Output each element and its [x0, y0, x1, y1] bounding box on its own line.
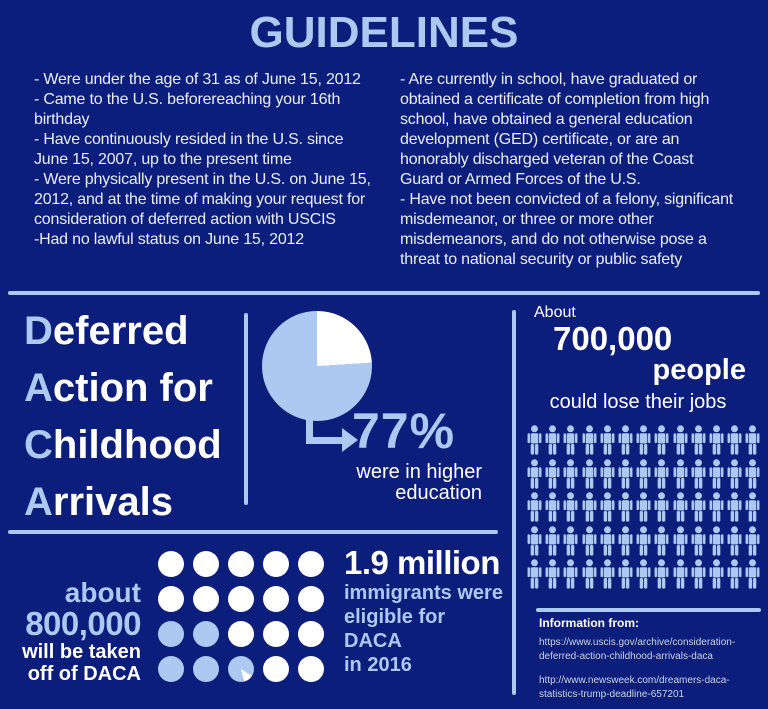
- source-url: http://www.newsweek.com/dreamers-daca-statistics-trump-deadline-657201: [539, 675, 730, 700]
- guideline-item: - Have continuously resided in the U.S. since June 15, 2007, up to the present time: [34, 131, 344, 168]
- daca-initial: A: [24, 480, 53, 524]
- daca-word-rest: eferred: [52, 309, 189, 353]
- dot-icon: [228, 586, 254, 612]
- person-icon: [744, 459, 761, 489]
- person-icon: [672, 492, 689, 522]
- person-icon: [708, 459, 725, 489]
- person-icon: [562, 492, 579, 522]
- caption-line: eligible for DACA: [344, 606, 446, 652]
- dot-icon: [263, 586, 289, 612]
- person-icon: [617, 559, 634, 589]
- person-icon: [744, 526, 761, 556]
- person-icon: [708, 425, 725, 455]
- guideline-item: - Are currently in school, have graduated or obtained a certificate of completion from high school, have obtained a general education development (GED) certificate, or are an honorably discharged veteran of the Coast Guard or Armed Forces of the U.S.: [400, 71, 710, 188]
- divider-vertical-right: [512, 310, 516, 695]
- person-icon: [599, 559, 616, 589]
- person-icon: [635, 459, 652, 489]
- person-icon: [635, 559, 652, 589]
- guideline-item: - Have not been convicted of a felony, significant misdemeanor, or three or more other misdemeanors, and do not otherwise pose a threat to national security or public safety: [400, 191, 734, 268]
- person-icon: [526, 459, 543, 489]
- daca-initial: D: [24, 309, 53, 353]
- person-icon: [581, 559, 598, 589]
- dot-icon: [193, 551, 219, 577]
- jobs-number: 700,000: [553, 320, 673, 357]
- divider-vertical-left: [244, 313, 248, 505]
- dot-icon: [228, 656, 254, 682]
- divider-top: [8, 291, 760, 295]
- person-icon: [544, 425, 561, 455]
- person-icon: [690, 526, 707, 556]
- higher-education-caption: [300, 462, 482, 504]
- removal-stat-block: [0, 578, 141, 685]
- person-icon: [635, 425, 652, 455]
- jobs-about-label: About: [534, 304, 576, 321]
- person-icon: [562, 526, 579, 556]
- removal-number: 800,000: [25, 605, 141, 642]
- daca-word-rest: ction for: [52, 366, 213, 410]
- guideline-item: - Were physically present in the U.S. on June 15, 2012, and at the time of making your request for consideration of deferred action with USCIS: [34, 171, 371, 228]
- person-icon: [690, 459, 707, 489]
- person-icon: [690, 492, 707, 522]
- person-icon: [581, 526, 598, 556]
- person-icon: [708, 492, 725, 522]
- eligible-stat-block: [344, 545, 504, 677]
- guideline-item: -Had no lawful status on June 15, 2012: [34, 231, 304, 248]
- person-icon: [726, 459, 743, 489]
- dot-icon: [298, 621, 324, 647]
- dot-icon: [158, 621, 184, 647]
- person-icon: [562, 559, 579, 589]
- guidelines-left-column: [34, 70, 374, 250]
- person-icon: [672, 559, 689, 589]
- sources-heading: Information from:: [539, 616, 639, 630]
- daca-initial: C: [24, 423, 53, 467]
- daca-title-line: [24, 474, 222, 531]
- removal-caption: [0, 641, 141, 685]
- daca-word-rest: hildhood: [52, 423, 222, 467]
- dot-icon: [298, 586, 324, 612]
- person-icon: [726, 526, 743, 556]
- person-icon: [562, 459, 579, 489]
- source-url: https://www.uscis.gov/archive/consideration-deferred-action-childhood-arrivals-daca: [539, 637, 736, 662]
- person-icon: [562, 425, 579, 455]
- person-icon: [599, 526, 616, 556]
- person-icon: [726, 492, 743, 522]
- arrow-elbow-icon: [306, 437, 344, 444]
- person-icon: [617, 492, 634, 522]
- person-icon: [653, 492, 670, 522]
- person-icon: [690, 559, 707, 589]
- guidelines-right-column: [400, 70, 740, 270]
- person-icon: [544, 559, 561, 589]
- person-icon: [526, 526, 543, 556]
- caption-line: immigrants were: [344, 582, 503, 604]
- person-icon: [653, 526, 670, 556]
- dot-grid: [158, 551, 333, 691]
- person-icon: [581, 425, 598, 455]
- person-icon: [599, 459, 616, 489]
- dot-icon: [298, 551, 324, 577]
- person-icon: [653, 459, 670, 489]
- person-icon: [744, 559, 761, 589]
- person-icon: [635, 526, 652, 556]
- dot-icon: [158, 656, 184, 682]
- sources-block: [539, 616, 763, 709]
- person-icon: [526, 559, 543, 589]
- person-icon: [653, 425, 670, 455]
- person-icon: [708, 526, 725, 556]
- dot-icon: [193, 621, 219, 647]
- person-icon: [581, 459, 598, 489]
- person-icon: [544, 459, 561, 489]
- person-icon: [635, 492, 652, 522]
- daca-title-line: [24, 360, 222, 417]
- person-icon: [708, 559, 725, 589]
- person-grid: [526, 425, 762, 593]
- person-icon: [581, 492, 598, 522]
- higher-education-percent: 77%: [352, 403, 456, 459]
- dot-icon: [158, 551, 184, 577]
- dot-icon: [228, 621, 254, 647]
- dot-icon: [193, 586, 219, 612]
- daca-word-rest: rrivals: [52, 480, 173, 524]
- person-icon: [726, 425, 743, 455]
- person-icon: [726, 559, 743, 589]
- guideline-item: - Came to the U.S. beforereaching your 16th birthday: [34, 91, 341, 128]
- guideline-item: - Were under the age of 31 as of June 15, 2012: [34, 71, 361, 88]
- caption-line: were in higher: [356, 461, 482, 483]
- jobs-caption: could lose their jobs: [549, 391, 727, 413]
- dot-icon: [158, 586, 184, 612]
- dot-icon: [263, 656, 289, 682]
- dot-icon: [263, 551, 289, 577]
- person-icon: [744, 492, 761, 522]
- caption-line: off of DACA: [27, 663, 141, 685]
- caption-line: in 2016: [344, 654, 412, 676]
- jobs-people-label: people: [652, 354, 746, 386]
- person-icon: [526, 492, 543, 522]
- person-icon: [690, 425, 707, 455]
- caption-line: will be taken: [22, 641, 141, 663]
- person-icon: [617, 425, 634, 455]
- dot-icon: [193, 656, 219, 682]
- divider-sources: [536, 608, 761, 612]
- daca-title-line: [24, 303, 222, 360]
- page-title: GUIDELINES: [249, 8, 519, 57]
- daca-title-line: [24, 417, 222, 474]
- person-icon: [526, 425, 543, 455]
- person-icon: [544, 526, 561, 556]
- sources-urls: [539, 636, 763, 702]
- person-icon: [672, 425, 689, 455]
- person-icon: [672, 459, 689, 489]
- eligible-number: 1.9 million: [344, 544, 500, 581]
- dot-icon: [263, 621, 289, 647]
- person-icon: [672, 526, 689, 556]
- daca-initial: A: [24, 366, 53, 410]
- person-icon: [599, 425, 616, 455]
- removal-about-label: about: [64, 577, 141, 608]
- person-icon: [617, 459, 634, 489]
- person-icon: [544, 492, 561, 522]
- daca-title: [24, 303, 222, 531]
- person-icon: [599, 492, 616, 522]
- person-icon: [617, 526, 634, 556]
- caption-line: education: [395, 482, 482, 504]
- person-icon: [653, 559, 670, 589]
- dot-icon: [298, 656, 324, 682]
- dot-icon: [228, 551, 254, 577]
- eligible-caption: [344, 581, 504, 677]
- person-icon: [744, 425, 761, 455]
